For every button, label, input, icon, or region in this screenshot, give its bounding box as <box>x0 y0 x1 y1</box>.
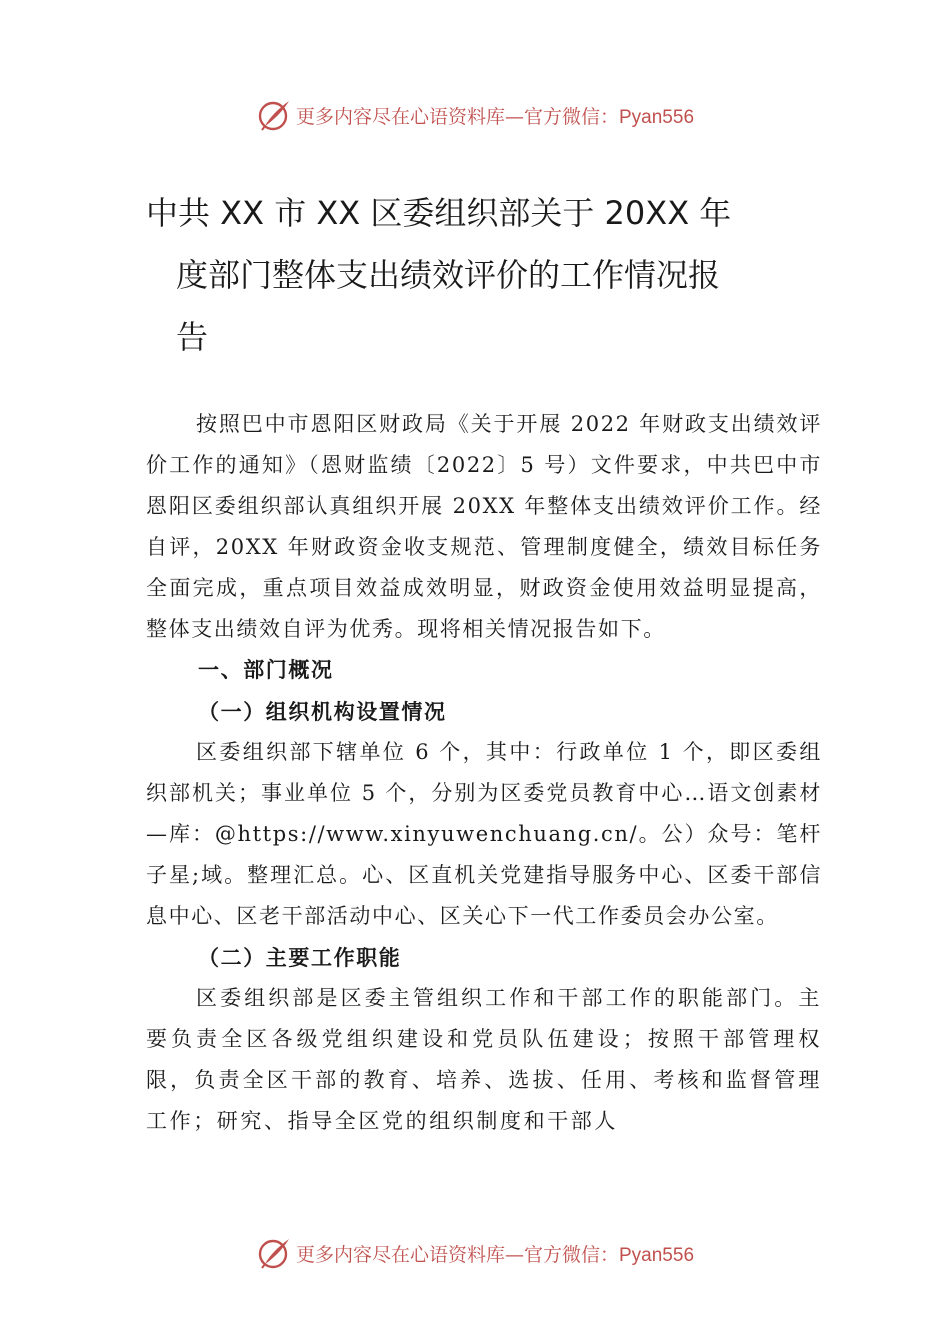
title-line-3: 告 <box>176 318 209 356</box>
quill-logo-icon <box>256 97 292 133</box>
watermark-text: 更多内容尽在心语资料库—官方微信：Pyan556 <box>295 105 695 128</box>
title-line-1: 中共 XX 市 XX 区委组织部关于 20XX 年 <box>146 194 732 232</box>
header-watermark <box>0 95 950 135</box>
subheading-functions: （二）主要工作职能 <box>198 945 402 970</box>
organization-paragraph: 区委组织部下辖单位 6 个，其中：行政单位 1 个，即区委组织部机关；事业单位 5 个，分别为区委党员教育中心…语文创素材—库：@https://www.xinyuwenchuang.cn/。公）众号：笔杆子星;域。整理汇总。心、区直机关党建指导服务中心、区委干部信息中心、区老干部活动中心、区关心下一代工作委员会办公室。 <box>146 740 822 928</box>
footer-watermark <box>0 1233 950 1273</box>
functions-paragraph: 区委组织部是区委主管组织工作和干部工作的职能部门。主要负责全区各级党组织建设和党员队伍建设；按照干部管理权限，负责全区干部的教育、培养、选拔、任用、考核和监督管理工作；研究、指导全区党的组织制度和干部人 <box>146 986 822 1133</box>
quill-logo-icon <box>256 1235 292 1271</box>
subheading-organization: （一）组织机构设置情况 <box>198 699 447 724</box>
title-line-2: 度部门整体支出绩效评价的工作情况报 <box>176 256 721 294</box>
document-title <box>146 182 806 368</box>
watermark-text: 更多内容尽在心语资料库—官方微信：Pyan556 <box>295 1243 695 1266</box>
document-body <box>146 404 822 1142</box>
section-heading-overview: 一、部门概况 <box>198 658 334 682</box>
intro-paragraph: 按照巴中市恩阳区财政局《关于开展 2022 年财政支出绩效评价工作的通知》（恩财监绩〔2022〕5 号）文件要求，中共巴中市恩阳区委组织部认真组织开展 20XX 年整体支出绩效评价工作。经自评，20XX 年财政资金收支规范、管理制度健全，绩效目标任务全面完成，重点项目效益成效明显，财政资金使用效益明显提高，整体支出绩效自评为优秀。现将相关情况报告如下。 <box>146 412 822 641</box>
